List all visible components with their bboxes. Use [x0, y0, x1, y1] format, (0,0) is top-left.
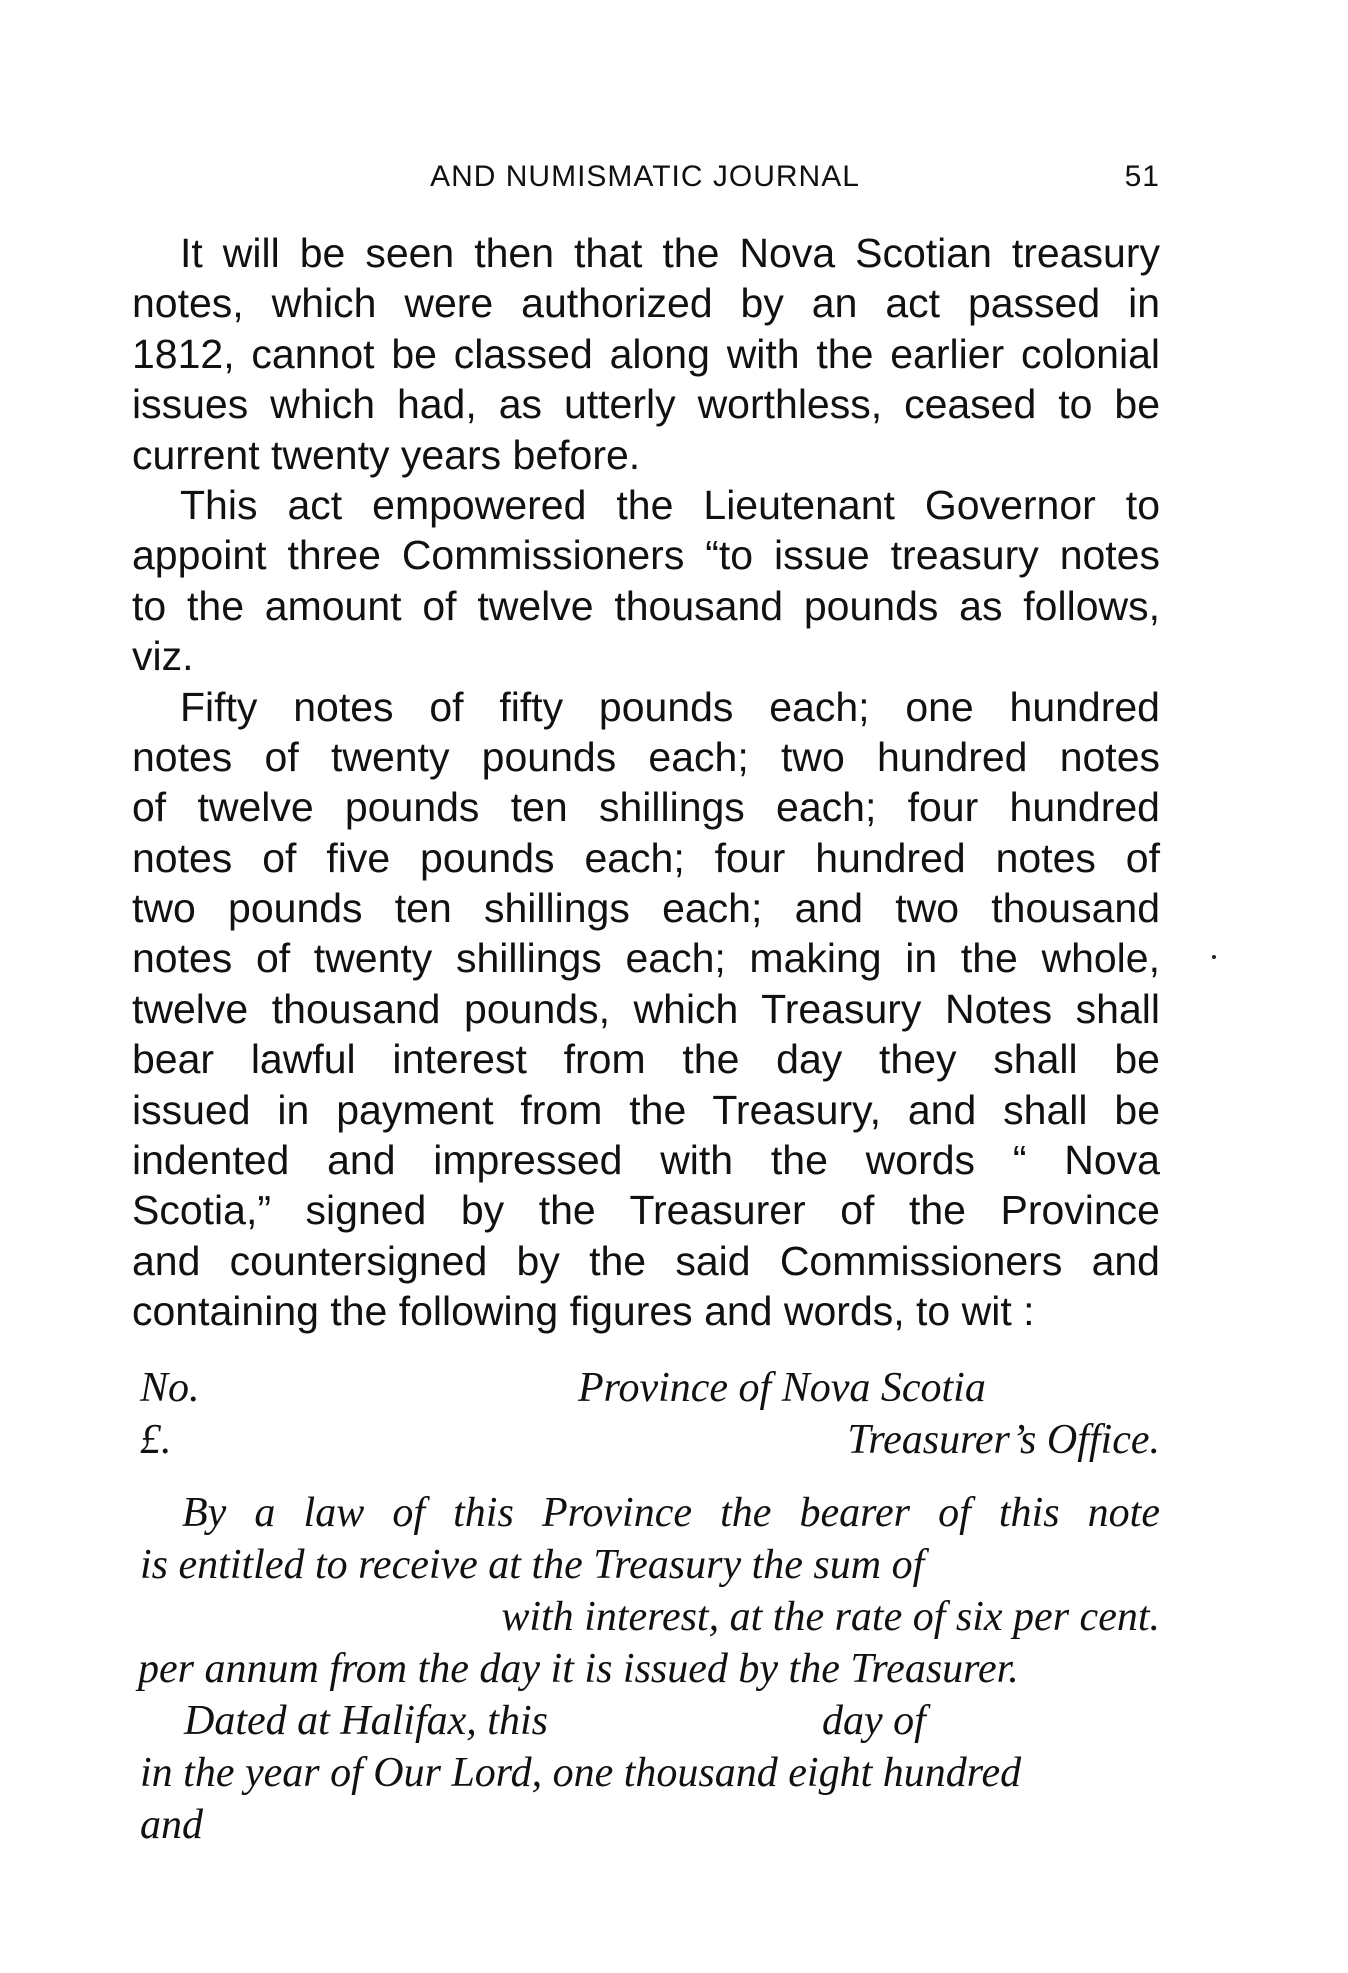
note-notice-text [140, 1487, 1160, 1851]
pound-sign-label: £. [140, 1417, 172, 1463]
body-text [132, 228, 1160, 1337]
text-line: It will be seen then that the Nova Scotian treasury [180, 230, 1160, 276]
notice-line: with interest, at the rate of six per cent. [501, 1594, 1160, 1640]
text-line: This act empowered the Lieutenant Governor to [180, 481, 1160, 528]
text-line: notes of twenty pounds each; two hundred notes [132, 733, 1160, 780]
text-line: two pounds ten shillings each; and two thousand [132, 885, 1160, 932]
text-line: 1812, cannot be classed along with the earlier colonial [132, 330, 1160, 377]
day-of-label: day of [822, 1698, 926, 1744]
text-line: issued in payment from the Treasury, and shall be [132, 1086, 1160, 1133]
note-form-header [140, 1362, 1160, 1466]
text-line: notes of five pounds each; four hundred notes of [132, 834, 1160, 881]
treasurer-office-label: Treasurer’s Office. [847, 1417, 1160, 1463]
notice-line: is entitled to receive at the Treasury the sum of [140, 1542, 925, 1588]
text-line: indented and impressed with the words “ Nova [132, 1137, 1160, 1184]
notice-line: and [140, 1802, 203, 1848]
text-line: current twenty years before. [132, 431, 641, 478]
running-head [130, 160, 1160, 200]
form-row [140, 1362, 1160, 1414]
dated-at-label: Dated at Halifax, this [184, 1698, 548, 1744]
text-line: notes of twenty shillings each; making in the whole, [132, 935, 1160, 982]
text-line: twelve thousand pounds, which Treasury Notes shall [132, 985, 1160, 1032]
note-number-label: No. [140, 1365, 200, 1411]
running-title: AND NUMISMATIC JOURNAL [430, 160, 860, 193]
text-line: of twelve pounds ten shillings each; four hundred [132, 784, 1160, 831]
notice-line: per annum from the day it is issued by the Treasurer. [138, 1646, 1019, 1692]
text-line: Scotia,” signed by the Treasurer of the Province [132, 1187, 1160, 1234]
text-line: viz. [132, 633, 194, 680]
notice-line: By a law of this Province the bearer of this note [182, 1490, 1160, 1536]
page-number: 51 [1124, 160, 1160, 193]
text-line: and countersigned by the said Commissioners and [132, 1237, 1160, 1284]
text-line: Fifty notes of fifty pounds each; one hundred [180, 683, 1160, 730]
text-line: notes, which were authorized by an act passed in [132, 280, 1160, 327]
text-line: to the amount of twelve thousand pounds as follows, [132, 582, 1160, 629]
form-row [140, 1414, 1160, 1466]
notice-line: in the year of Our Lord, one thousand eight hundred [140, 1750, 1022, 1796]
text-line: issues which had, as utterly worthless, ceased to be [132, 381, 1160, 428]
province-label: Province of Nova Scotia [578, 1365, 986, 1411]
text-line: containing the following figures and words, to wit : [132, 1288, 1035, 1335]
stray-print-mark [1212, 955, 1216, 959]
text-line: bear lawful interest from the day they shall be [132, 1036, 1160, 1083]
notice-line [140, 1695, 1160, 1747]
text-line: appoint three Commissioners “to issue treasury notes [132, 532, 1160, 579]
